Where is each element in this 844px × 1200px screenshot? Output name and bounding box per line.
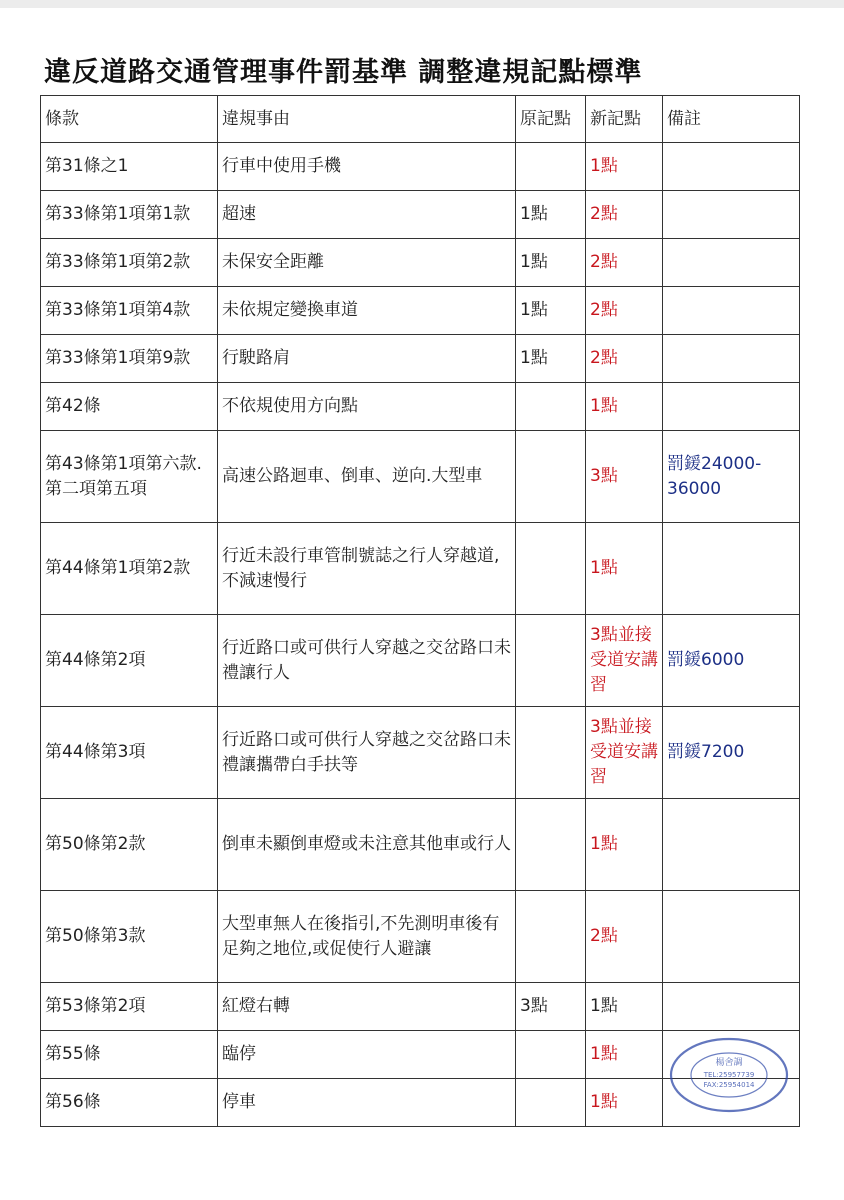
table-row: [41, 191, 800, 239]
penalty-table: [40, 95, 800, 1127]
table-row: [41, 287, 800, 335]
table-row: [41, 335, 800, 383]
reason-cell: 行近路口或可供行人穿越之交岔路口未禮讓攜帶白手扶等: [218, 707, 516, 799]
reason-cell: 行車中使用手機: [218, 143, 516, 191]
new-points-cell: 1點: [586, 983, 663, 1031]
top-band: [0, 0, 844, 8]
reason-cell: 大型車無人在後指引,不先測明車後有足夠之地位,或促使行人避讓: [218, 891, 516, 983]
reason-cell: 高速公路迴車、倒車、逆向.大型車: [218, 431, 516, 523]
clause-cell: 第33條第1項第1款: [41, 191, 218, 239]
note-cell: [663, 1079, 800, 1127]
old-points-cell: [516, 891, 586, 983]
reason-cell: 停車: [218, 1079, 516, 1127]
clause-cell: 第33條第1項第2款: [41, 239, 218, 287]
note-cell: [663, 335, 800, 383]
new-points-cell: 2點: [586, 335, 663, 383]
table-row: [41, 1031, 800, 1079]
note-cell: [663, 143, 800, 191]
seal-tel-text: TEL:25957739: [703, 1071, 755, 1079]
reason-cell: 行近路口或可供行人穿越之交岔路口未禮讓行人: [218, 615, 516, 707]
clause-cell: 第50條第2款: [41, 799, 218, 891]
table-row: [41, 983, 800, 1031]
table-row: [41, 707, 800, 799]
old-points-cell: [516, 143, 586, 191]
old-points-cell: 3點: [516, 983, 586, 1031]
clause-cell: 第50條第3款: [41, 891, 218, 983]
old-points-cell: [516, 615, 586, 707]
note-cell: [663, 383, 800, 431]
old-points-cell: [516, 431, 586, 523]
table-row: [41, 383, 800, 431]
old-points-cell: 1點: [516, 287, 586, 335]
clause-cell: 第44條第3項: [41, 707, 218, 799]
clause-cell: 第44條第1項第2款: [41, 523, 218, 615]
note-cell: [663, 287, 800, 335]
new-points-cell: 1點: [586, 523, 663, 615]
clause-cell: 第44條第2項: [41, 615, 218, 707]
seal-name-text: 楊舍調: [715, 1058, 743, 1068]
note-cell: [663, 983, 800, 1031]
clause-cell: 第53條第2項: [41, 983, 218, 1031]
old-points-cell: [516, 799, 586, 891]
reason-cell: 臨停: [218, 1031, 516, 1079]
note-cell: 罰鍰7200: [663, 707, 800, 799]
reason-cell: 行駛路肩: [218, 335, 516, 383]
new-points-cell: 1點: [586, 143, 663, 191]
new-points-cell: 2點: [586, 891, 663, 983]
clause-cell: 第55條: [41, 1031, 218, 1079]
note-cell: [663, 191, 800, 239]
old-points-cell: [516, 707, 586, 799]
note-cell: [663, 891, 800, 983]
new-points-cell: 2點: [586, 239, 663, 287]
table-row: [41, 1079, 800, 1127]
new-points-cell: 3點: [586, 431, 663, 523]
document-title: 違反道路交通管理事件罰基準 調整違規記點標準: [44, 57, 643, 88]
clause-cell: 第33條第1項第4款: [41, 287, 218, 335]
table-row: [41, 615, 800, 707]
reason-cell: 超速: [218, 191, 516, 239]
note-cell: [663, 1031, 800, 1089]
new-points-cell: 1點: [586, 1031, 663, 1079]
reason-cell: 行近未設行車管制號誌之行人穿越道,不減速慢行: [218, 523, 516, 615]
table-row: [41, 523, 800, 615]
table-row: [41, 799, 800, 891]
clause-cell: 第42條: [41, 383, 218, 431]
table-row: [41, 891, 800, 983]
header-clause: 條款: [41, 96, 218, 143]
reason-cell: 紅燈右轉: [218, 983, 516, 1031]
new-points-cell: 2點: [586, 191, 663, 239]
table-row: [41, 143, 800, 191]
note-cell: [663, 239, 800, 287]
note-cell: [663, 799, 800, 891]
old-points-cell: 1點: [516, 239, 586, 287]
clause-cell: 第56條: [41, 1079, 218, 1127]
new-points-cell: 2點: [586, 287, 663, 335]
new-points-cell: 1點: [586, 383, 663, 431]
header-reason: 違規事由: [218, 96, 516, 143]
note-cell: 罰鍰6000: [663, 615, 800, 707]
header-note: 備註: [663, 96, 800, 143]
old-points-cell: [516, 523, 586, 615]
table-row: [41, 239, 800, 287]
reason-cell: 未保安全距離: [218, 239, 516, 287]
clause-cell: 第31條之1: [41, 143, 218, 191]
old-points-cell: [516, 1079, 586, 1127]
old-points-cell: [516, 1031, 586, 1079]
clause-cell: 第43條第1項第六款.第二項第五項: [41, 431, 218, 523]
new-points-cell: 1點: [586, 799, 663, 891]
new-points-cell: 3點並接受道安講習: [586, 707, 663, 799]
old-points-cell: 1點: [516, 191, 586, 239]
seal-fax-text: FAX:25954014: [703, 1081, 755, 1089]
note-cell: [663, 523, 800, 615]
table-header-row: [41, 96, 800, 143]
reason-cell: 倒車未顯倒車燈或未注意其他車或行人: [218, 799, 516, 891]
header-new-points: 新記點: [586, 96, 663, 143]
table-row: [41, 431, 800, 523]
old-points-cell: [516, 383, 586, 431]
new-points-cell: 1點: [586, 1079, 663, 1127]
reason-cell: 未依規定變換車道: [218, 287, 516, 335]
reason-cell: 不依規使用方向點: [218, 383, 516, 431]
old-points-cell: 1點: [516, 335, 586, 383]
new-points-cell: 3點並接受道安講習: [586, 615, 663, 707]
header-old-points: 原記點: [516, 96, 586, 143]
note-cell: 罰鍰24000-36000: [663, 431, 800, 523]
clause-cell: 第33條第1項第9款: [41, 335, 218, 383]
